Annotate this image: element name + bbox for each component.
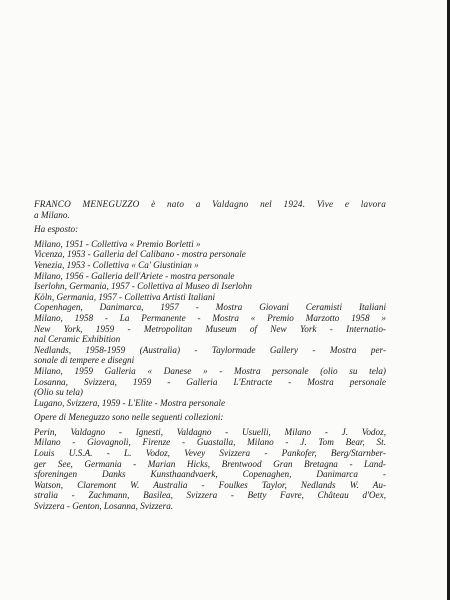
collection-line: sforeningen Danks Kunsthaandvaerk, Copenaghen, Danimarca - <box>34 469 386 480</box>
exhibition-line: Milano, 1956 - Galleria dell'Ariete - mostra personale <box>34 270 235 281</box>
exhibition-line: Vicenza, 1953 - Galleria del Calibano - mostra personale <box>34 249 246 260</box>
exhibition-line: Milano, 1951 - Collettiva « Premio Borletti » <box>34 238 201 249</box>
collections-list <box>34 427 386 512</box>
exhibition-line: sonale di tempere e disegni <box>34 355 135 366</box>
exhibition-line: Copenhagen, Danimarca, 1957 - Mostra Giovani Ceramisti Italiani <box>34 302 386 313</box>
exhibition-line: Köln, Germania, 1957 - Collettiva Artisti Italiani <box>34 291 216 302</box>
exhibition-line: New York, 1959 - Metropolitan Museum of New York - Internatio- <box>34 323 386 334</box>
exhibitions-heading: Ha esposto: <box>34 224 79 235</box>
collections-heading: Opere di Meneguzzo sono nelle seguenti collezioni: <box>34 412 224 423</box>
exhibition-line: Venezia, 1953 - Collettiva « Ca' Giustinian » <box>34 259 199 270</box>
exhibition-line: (Olio su tela) <box>34 387 83 398</box>
bio-line: FRANCO MENEGUZZO è nato a Valdagno nel 1924. Vive e lavora <box>34 199 386 209</box>
exhibition-line: nal Ceramic Exhibition <box>34 334 121 345</box>
collection-line: Svizzera - Genton, Losanna, Svizzera. <box>34 501 174 512</box>
collection-line: ger See, Germania - Marian Hicks, Brentwood Gran Bretagna - Land- <box>34 458 386 469</box>
collection-line: Perin, Valdagno - Ignesti, Valdagno - Usuelli, Milano - J. Vodoz, <box>34 426 386 437</box>
collection-line: Milano - Giovagnoli, Firenze - Guastalla, Milano - J. Tom Bear, St. <box>34 437 386 448</box>
exhibition-line: Milano, 1958 - La Permanente - Mostra « Premio Marzotto 1958 » <box>34 312 386 323</box>
biography-text-block <box>34 199 386 512</box>
exhibitions-list <box>34 239 386 409</box>
exhibition-line: Milano, 1959 Galleria « Danese » - Mostra personale (olio su tela) <box>34 365 386 376</box>
exhibition-line: Lugano, Svizzera, 1959 - L'Elite - Mostra personale <box>34 397 226 408</box>
exhibition-line: Iserlohn, Germania, 1957 - Collettiva al Museo di Iserlohn <box>34 281 252 292</box>
bio-line: a Milano. <box>34 209 70 220</box>
collection-line: Watson, Claremont W. Australia - Foulkes Taylor, Nedlands W. Au- <box>34 479 386 490</box>
collection-line: stralia - Zachmann, Basilea, Svizzera - Betty Favre, Château d'Oex, <box>34 490 386 501</box>
exhibition-line: Nedlands, 1958-1959 (Australia) - Taylormade Gallery - Mostra per- <box>34 344 386 355</box>
exhibition-line: Losanna, Svizzera, 1959 - Galleria L'Entracte - Mostra personale <box>34 376 386 387</box>
collection-line: Louis U.S.A. - L. Vodoz, Vevey Svizzera - Pankofer, Berg/Starnber- <box>34 448 386 459</box>
